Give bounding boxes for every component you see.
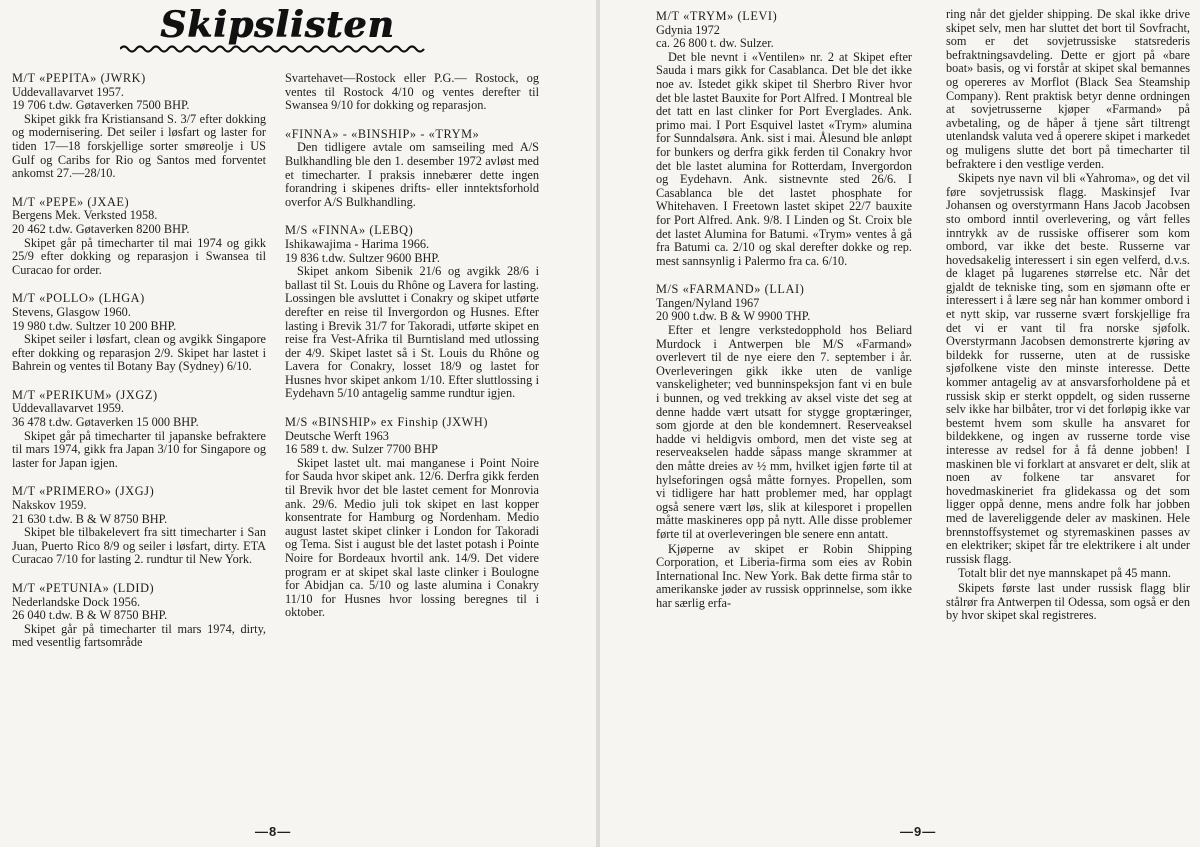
ship-entry-meta: Nederlandske Dock 1956. — [12, 594, 141, 609]
left-column-1 — [12, 70, 266, 665]
ship-entry — [12, 485, 266, 567]
ship-entry-body: ring når det gjelder shipping. De skal ikke drive skipet selv, men har sluttet det bort til Sovfracht, som er det sovjetrussiske statsrederis befraktningsavdeling. Dette er gjort på «bare boat» basis, og vi forstår at skipet skal bemannes og opereres av Morflot (Black Sea Steamship Company). Rent praktisk betyr denne ordningen at sovjetrusserne kjøper «Farmand» på avbetaling, og de håper å tjene sårt tiltrengt utenlandsk valuta ved å operere skipet i markedet og muligens slutte det bort på timecharter til befraktere i den vestlige verden. — [946, 7, 1190, 171]
ship-entry-meta: Ishikawajima - Harima 1966. — [285, 236, 430, 251]
right-page — [600, 0, 1200, 847]
ship-entry-meta: Gdynia 1972 — [656, 22, 720, 37]
ship-entry-title: «FINNA» - «BINSHIP» - «TRYM» — [285, 126, 480, 141]
ship-entry-meta: 20 900 t.dw. B & W 9900 THP. — [656, 309, 811, 324]
ship-entry-meta: Tangen/Nyland 1967 — [656, 295, 760, 310]
ship-entry — [12, 72, 266, 181]
ship-entry-meta: 16 589 t. dw. Sulzer 7700 BHP — [285, 442, 438, 457]
ship-entry-title: M/T «POLLO» (LHGA) — [12, 291, 145, 306]
ship-entry-title: M/T «PRIMERO» (JXGJ) — [12, 484, 155, 499]
ship-entry — [946, 567, 1190, 581]
masthead-underline — [120, 44, 430, 54]
left-column-2 — [285, 72, 539, 635]
right-column-2 — [946, 8, 1190, 638]
ship-entry-meta: Uddevallavarvet 1959. — [12, 401, 124, 416]
ship-entry — [12, 292, 266, 374]
ship-entry-body: Skipet gikk fra Kristiansand S. 3/7 efter dokking og modernisering. Det seiler i løsfart og laster for tiden 17—18 forskjellige sorter smøreolje i US Gulf og Caribs for Rio og Santos med forventet ankomst 27.—28/10. — [12, 111, 266, 181]
ship-entry-meta: 21 630 t.dw. B & W 8750 BHP. — [12, 511, 168, 526]
ship-entry-meta: Deutsche Werft 1963 — [285, 428, 389, 443]
ship-entry-body: Totalt blir det nye mannskapet på 45 mann. — [958, 566, 1171, 581]
ship-entry-meta: 19 836 t.dw. Sultzer 9600 BHP. — [285, 250, 440, 265]
ship-entry-body: Skipet går på timecharter til mai 1974 og gikk 25/9 efter dokking og reparasjon i Swansea til Curacao for order. — [12, 235, 266, 277]
ship-entry — [656, 10, 912, 268]
ship-entry-body: Skipet ankom Sibenik 21/6 og avgikk 28/6 i ballast til St. Louis du Rhône og Lavera for lasting. Lossingen ble avsluttet i Conakry og skipet utførte derefter en reise til Invergordon og Husnes. Efter lasting i Brevik 31/7 for Takoradi, utførte skipet en reise fra Vest-Afrika til Burntisland med utlossing der 4/9. Skipet lastet så i St. Louis du Rhône og Lavera for Conakry, losset 18/9 og lastet for Husnes hvor skipet ankom 1/10. Efter sluttlossing i Eydehavn 5/10 antagelig samme rundtur igjen. — [285, 264, 539, 401]
ship-entry-body: Skipet lastet ult. mai manganese i Point Noire for Sauda hvor skipet ank. 12/6. Derfra gikk ferden til Brevik hvor det ble lastet cement for Monrovia ank. 29/6. Medio juli tok skipet en last kopper konsentrate for Hamburg og Nordenham. Medio august lastet skipet clinker i London for Takoradi og Tema. Sist i august ble det lastet potash i Pointe Noire for Bordeaux hvortil ank. 14/9. Det videre program er at skipet skal laste clinker i Boulogne for Abidjan ca. 5/10 og laste alumina i Conakry 11/10 for Husnes hvor lossing beregnes til i oktober. — [285, 455, 539, 620]
ship-entry — [656, 543, 912, 611]
right-column-1 — [656, 8, 912, 626]
ship-entry — [656, 283, 912, 541]
ship-entry-title: M/S «BINSHIP» ex Finship (JXWH) — [285, 415, 489, 430]
ship-entry — [285, 128, 539, 210]
ship-entry-body: Skipet går på timecharter til japanske befraktere til mars 1974, gikk fra Japan 3/10 for Singapore og laster for Japan igjen. — [12, 428, 266, 470]
masthead — [160, 4, 395, 48]
ship-entry-title: M/T «PETUNIA» (LDID) — [12, 581, 155, 595]
ship-entry — [285, 224, 539, 401]
ship-entry-meta: Nakskov 1959. — [12, 498, 87, 513]
ship-entry-meta: 20 462 t.dw. Gøtaverken 8200 BHP. — [12, 221, 190, 236]
ship-entry-meta: Stevens, Glasgow 1960. — [12, 304, 131, 319]
ship-entry-meta: Uddevallavarvet 1957. — [12, 84, 124, 99]
ship-entry-title: M/S «FINNA» (LEBQ) — [285, 223, 414, 238]
ship-entry-meta: ca. 26 800 t. dw. Sulzer. — [656, 36, 774, 51]
ship-entry — [12, 389, 266, 471]
page-number: —9— — [900, 824, 937, 839]
ship-entry-body: Skipet ble tilbakelevert fra sitt timecharter i San Juan, Puerto Rico 8/9 og seiler i løsfart, dirty. ETA Curacao 7/10 for lasting 2. rundtur til New York. — [12, 525, 266, 567]
ship-entry-meta: Bergens Mek. Verksted 1958. — [12, 208, 158, 223]
ship-entry — [285, 72, 539, 113]
ship-entry-title: M/T «PEPITA» (JWRK) — [12, 71, 146, 85]
ship-entry-meta: 19 706 t.dw. Gøtaverken 7500 BHP. — [12, 98, 190, 113]
ship-entry — [285, 416, 539, 620]
ship-entry-body: Det ble nevnt i «Ventilen» nr. 2 at Skipet efter Sauda i mars gikk for Casablanca. Det ble det ikke noe av. Istedet gikk skipet til Sherbro River hvor det ble lastet Bauxite for Port Alfred. I Montreal ble det tatt en last clinker for Port Everglades. Ank. primo mai. I Port Esquivel lastet «Trym» alumina for Sunndalsøra. Ank. sist i mai. Ålesund ble anløpt for bunkers og derfra gikk ferden til Conakry hvor det ble lastet alumina for Rotterdam, Invergordon og Eydehavn. Ank. sistnevnte sted 26/6. I Casablanca ble det lastet phosphate for Whitehaven. I Freetown lastet skipet 22/7 bauxite for Port Alfred. Ank. 9/8. I Linden og St. Croix ble det lastet Alumina for Batumi. «Trym» ventes å gå fra Batumi ca. 2/10 og skal derefter dokke og rep. mest sannsynlig i Palermo fra ca. 6/10. — [656, 49, 912, 268]
ship-entry-body: Skipet går på timecharter til mars 1974, dirty, med vesentlig fartsområde — [12, 621, 266, 650]
ship-entry-body: Kjøperne av skipet er Robin Shipping Corporation, et Liberia-firma som eies av Robin International Inc. New York. Bak dette firma står to amerikanske jøder av russisk opprinnelse, som ikke har særlig erfa- — [656, 541, 912, 610]
left-page — [0, 0, 598, 847]
ship-entry — [946, 582, 1190, 623]
masthead-title: Skipslisten — [160, 4, 395, 46]
ship-entry-title: M/T «PERIKUM» (JXGZ) — [12, 387, 158, 402]
ship-entry-body: Skipets første last under russisk flagg blir stålrør fra Antwerpen til Odessa, som også er den by hvor skipet skal registreres. — [946, 580, 1190, 623]
ship-entry-meta: 19 980 t.dw. Sultzer 10 200 BHP. — [12, 318, 177, 333]
ship-entry-body: Efter et lengre verkstedopphold hos Beliard Murdock i Antwerpen ble M/S «Farmand» overlevert til de nye eiere den 7. september i år. Overleveringen gikk ikke uten de vanlige vanskeligheter; ved bunninspeksjon fant vi en bule i bunnen, og ved trekking av aksel viste det seg at denne hadde vært utsatt for stygge groptæringer, som gjorde at den ble kondemnert. Reserveaksel hadde vi heldigvis ombord, men det viste seg at reserveakselen hadde såpass mange skrammer at den måtte dreies av ½ mm, hvilket igjen førte til at hylseforingen også måtte fornyes. Propellen, som vi tidligere har hatt problemer med, har opplagt også senere vært løs, slik at kilesporet i propellen måtte maskineres opp på nytt. Alle disse problemer førte til at overleveringen ble senere enn antatt. — [656, 323, 912, 541]
ship-entry — [946, 172, 1190, 566]
ship-entry-title: M/T «TRYM» (LEVI) — [656, 9, 778, 23]
ship-entry — [12, 196, 266, 278]
ship-entry-body: Svartehavet—Rostock eller P.G.— Rostock, og ventes til Rostock 4/10 og ventes derefter til Swansea 9/10 for dokking og reparasjon. — [285, 71, 539, 113]
ship-entry-body: Den tidligere avtale om samseiling med A/S Bulkhandling ble den 1. desember 1972 avløst med et timecharter. I praksis innebærer dette ingen forandring i skipenes drifts- eller inntektsforhold overfor A/S Bulkhandling. — [285, 140, 539, 209]
ship-entry — [946, 8, 1190, 171]
ship-entry — [12, 582, 266, 650]
ship-entry-title: M/S «FARMAND» (LLAI) — [656, 282, 805, 297]
page-number: —8— — [255, 824, 292, 839]
ship-entry-body: Skipet seiler i løsfart, clean og avgikk Singapore efter dokking og reparasjon 2/9. Skipet har lastet i Bahrein og ventes til Botany Bay (Sydney) 6/10. — [12, 332, 266, 374]
ship-entry-meta: 26 040 t.dw. B & W 8750 BHP. — [12, 608, 168, 623]
ship-entry-title: M/T «PEPE» (JXAE) — [12, 194, 130, 209]
ship-entry-body: Skipets nye navn vil bli «Yahroma», og det vil føre sovjetrussisk flagg. Maskinsjef Ivar Johansen og overstyrmann Hans Jacob Jacobsen sto ombord inntil overlevering, og vårt felles inntrykk av de russiske offiserer som kom ombord, var ikke det beste. Russerne var hovedsakelig interessert i sin egen velferd, d.v.s. de klaget på lugarenes størrelse etc. Når det gjaldt de tekniske ting, som en sjømann ofte er interessert i å lære seg når han kommer ombord i et nytt skip, var russerne svært forskjellige fra det vi er vant til fra norske sjøfolk. Overstyrmann Jacobsen demonstrerte kjøring av bildekk for russerne, uten at de russiske sjøfolkene viste den minste interesse. Dette kommer antagelig av at ansvarsforholdene på et russisk skip er sterkt oppdelt, og siden russerne selv ikke har bilbåter, tror vi det forløpig ikke var bestemt hvem som skulle ha ansvaret for bildekkene, og ingen av russerne torde vise interesse av redsel for å få denne jobben! I maskinen ble vi forklart at ansvaret er delt, slik at noen av folkene tar ansvaret for hovedmaskineriet fra glidekassa og det som ligger oppå denne, mens andre folk har jobben med de lavereliggende deler av maskinen. Hele brennstoffsystemet og styremaskinen passes av en elektriker; skipet får tre elektrikere i alt under russisk flagg. — [946, 171, 1190, 566]
ship-entry-meta: 36 478 t.dw. Gøtaverken 15 000 BHP. — [12, 415, 199, 430]
